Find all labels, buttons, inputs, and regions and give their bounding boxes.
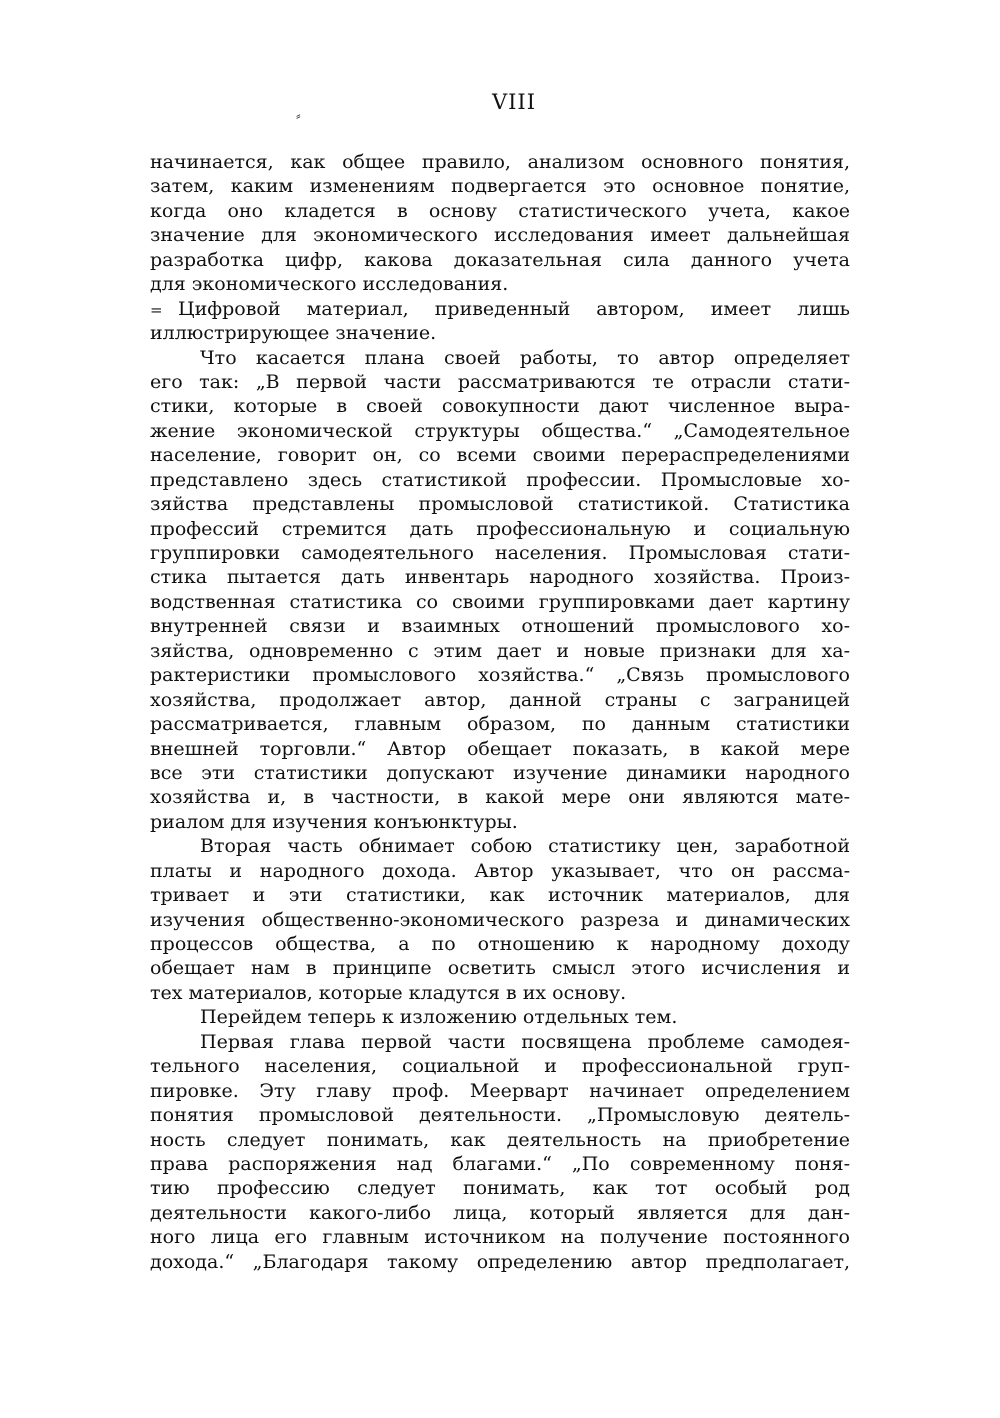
text-line-marked xyxy=(150,297,850,321)
text-line: внешней торговли.“ Автор обещает показать, в какой мере xyxy=(150,737,850,760)
text-line: иллюстрирующее значение. xyxy=(150,322,437,345)
text-line: стики, которые в своей совокупности дают численное выра- xyxy=(150,395,850,418)
text-line: население, говорит он, со всеми своими перераспределениями xyxy=(150,444,850,467)
text-line: зяйства, одновременно с этим дает и новые признаки для ха- xyxy=(150,639,850,662)
text-line: рактеристики промыслового хозяйства.“ „Связь промыслового xyxy=(150,664,850,687)
text-line: тех материалов, которые кладутся в их основу. xyxy=(150,981,627,1004)
text-line: риалом для изучения конъюнктуры. xyxy=(150,810,518,833)
text-line: хозяйства, продолжает автор, данной страны с заграницей xyxy=(150,688,850,711)
text-line: водственная статистика со своими группировками дает картину xyxy=(150,590,850,613)
text-line: профессий стремится дать профессиональную и социальную xyxy=(150,517,850,540)
text-line: группировки самодеятельного населения. Промысловая стати- xyxy=(150,542,850,564)
text-line: жение экономической структуры общества.“ „Самодеятельное xyxy=(150,419,850,442)
text-line: изучения общественно-экономического разреза и динамических xyxy=(150,908,850,931)
body-text xyxy=(150,150,850,1274)
text-line: внутренней связи и взаимных отношений промыслового хо- xyxy=(150,615,850,638)
text-line: процессов общества, а по отношению к народному доходу xyxy=(150,933,850,955)
text-line: начинается, как общее правило, анализом основного понятия, xyxy=(150,151,850,173)
text-line: дохода.“ „Благодаря такому определению автор предполагает, xyxy=(150,1250,850,1273)
page-number: VIII xyxy=(491,90,537,114)
text-line: все эти статистики допускают изучение динамики народного xyxy=(150,761,850,784)
text-line: значение для экономического исследования имеет дальнейшая xyxy=(150,224,850,247)
text-line: для экономического исследования. xyxy=(150,273,509,296)
pen-mark: ⸗ xyxy=(296,108,299,124)
text-line: права распоряжения над благами.“ „По современному поня- xyxy=(150,1152,850,1175)
text-line: затем, каким изменениям подвергается это основное понятие, xyxy=(150,175,850,198)
text-line: Вторая часть обнимает собою статистику цен, заработной xyxy=(200,835,850,858)
text-line: хозяйства и, в частности, в какой мере они являются мате- xyxy=(150,786,850,809)
text-line: понятия промысловой деятельности. „Промысловую деятель- xyxy=(150,1104,850,1127)
text-line: разработка цифр, какова доказательная сила данного учета xyxy=(150,248,850,271)
text-line: платы и народного дохода. Автор указывает, что он рассма- xyxy=(150,859,850,882)
text-line-content: Цифровой материал, приведенный автором, имеет лишь xyxy=(178,297,850,320)
text-line: его так: „В первой части рассматриваются те отрасли стати- xyxy=(150,370,850,393)
text-line: когда оно кладется в основу статистического учета, какое xyxy=(150,199,850,222)
text-line: Что касается плана своей работы, то автор определяет xyxy=(200,346,850,369)
text-line: деятельности какого-либо лица, который является для дан- xyxy=(150,1201,850,1224)
text-line: тривает и эти статистики, как источник материалов, для xyxy=(150,884,850,907)
text-line: ность следует понимать, как деятельность на приобретение xyxy=(150,1128,850,1151)
text-line: стика пытается дать инвентарь народного хозяйства. Произ- xyxy=(150,566,850,589)
text-line: рассматривается, главным образом, по данным статистики xyxy=(150,713,850,736)
text-line: представлено здесь статистикой профессии. Промысловые хо- xyxy=(150,468,850,491)
text-line: Перейдем теперь к изложению отдельных тем. xyxy=(200,1006,678,1029)
text-line: пировке. Эту главу проф. Меерварт начинает определением xyxy=(150,1079,850,1102)
text-line: ного лица его главным источником на получение постоянного xyxy=(150,1226,850,1249)
text-line: Первая глава первой части посвящена проблеме самодея- xyxy=(200,1030,850,1053)
text-line: тельного населения, социальной и профессиональной груп- xyxy=(150,1055,850,1078)
text-line: тию профессию следует понимать, как тот особый род xyxy=(150,1177,850,1200)
margin-mark: = xyxy=(150,300,161,319)
text-line: зяйства представлены промысловой статистикой. Статистика xyxy=(150,493,850,516)
text-line: обещает нам в принципе осветить смысл этого исчисления и xyxy=(150,957,850,980)
